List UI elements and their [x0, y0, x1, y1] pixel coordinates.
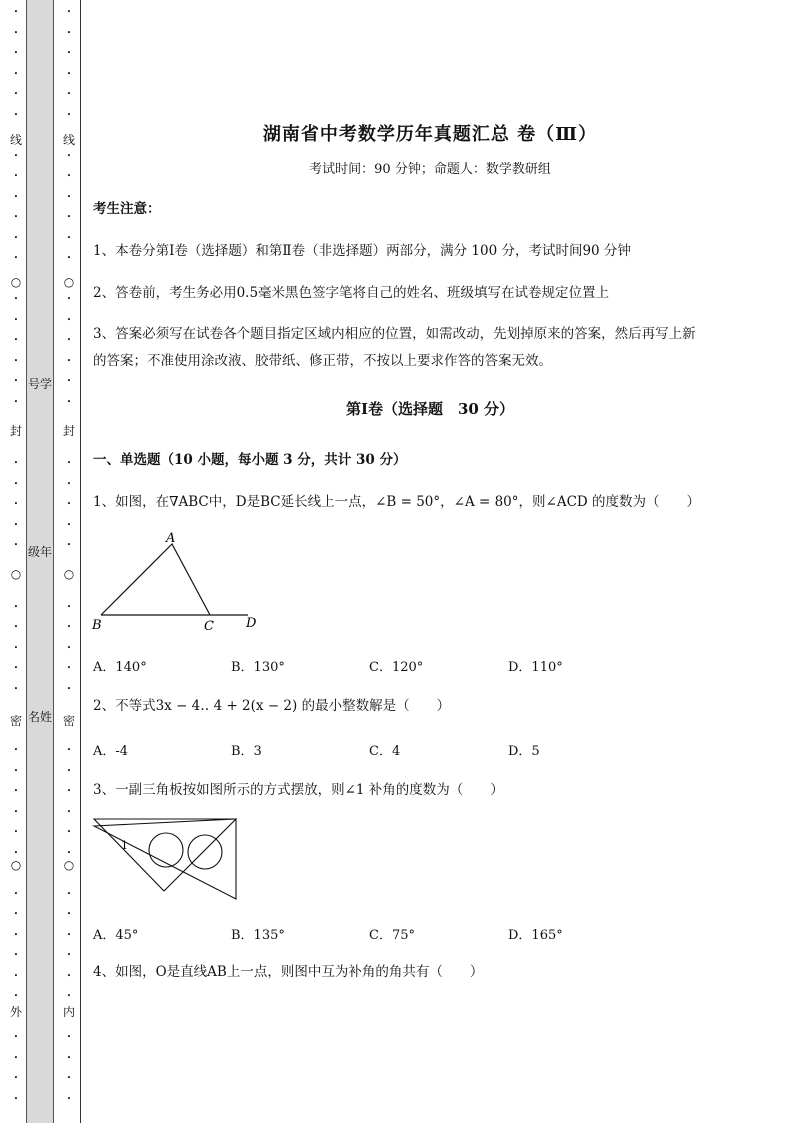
question-3-stem: 3、一副三角板按如图所示的方式摆放，则∠1 补角的度数为（ ）	[93, 782, 504, 798]
question-1-option-d[interactable]: D．110°	[508, 660, 563, 675]
question-3-option-d[interactable]: D．165°	[508, 928, 563, 943]
binding-dot: •	[13, 889, 19, 898]
binding-dot: •	[66, 664, 72, 672]
binding-dot: •	[13, 192, 19, 201]
binding-dot: •	[66, 172, 72, 180]
binding-circle-marker: ○	[10, 858, 22, 872]
binding-circle-marker: ○	[10, 567, 22, 581]
binding-dot: •	[66, 28, 72, 37]
point-a-label: A	[166, 531, 176, 546]
set-square-right	[94, 819, 236, 899]
question-3-option-c[interactable]: C．75°	[369, 928, 415, 943]
binding-dot: •	[13, 930, 19, 939]
binding-dot: •	[13, 828, 19, 836]
notice-item-3: 3、答案必须写在试卷各个题目指定区域内相应的位置，如需改动，先划掉原来的答案，然后再写上新	[93, 326, 696, 342]
binding-circle-marker: ○	[63, 858, 75, 872]
outer-label-line: 线	[9, 133, 22, 147]
binding-dot: •	[66, 787, 72, 795]
binding-dot: •	[66, 623, 72, 631]
binding-dot: •	[13, 848, 19, 857]
question-3-option-a[interactable]: A．45°	[93, 928, 139, 943]
point-c-label: C	[204, 619, 214, 634]
binding-dot: •	[66, 1033, 72, 1041]
binding-dot: •	[13, 110, 19, 119]
question-2-stem: 2、不等式3x − 4‥ 4 + 2(x − 2) 的最小整数解是（ ）	[93, 698, 451, 714]
binding-circle-marker: ○	[10, 275, 22, 289]
binding-dot: •	[13, 28, 19, 37]
question-2-option-b[interactable]: B．3	[231, 744, 262, 759]
outer-label-outside: 外	[9, 1005, 22, 1019]
binding-dot: •	[66, 1053, 72, 1062]
binding-dot: •	[13, 807, 19, 816]
point-d-label: D	[246, 616, 257, 631]
binding-dot: •	[66, 992, 72, 1000]
question-2-option-c[interactable]: C．4	[369, 744, 401, 759]
binding-dot: •	[66, 192, 72, 201]
question-3-set-squares-figure	[90, 815, 242, 907]
notice-heading: 考生注意：	[93, 201, 161, 217]
binding-dot: •	[66, 69, 72, 78]
binding-dot: •	[13, 479, 19, 488]
name-field: 名姓	[27, 710, 52, 724]
binding-dot: •	[66, 684, 72, 693]
binding-dot: •	[13, 336, 19, 344]
binding-dot: •	[13, 500, 19, 508]
binding-dot: •	[13, 397, 19, 406]
notice-item-3-cont: 的答案；不准使用涂改液、胶带纸、修正带，不按以上要求作答的答案无效。	[93, 353, 552, 369]
binding-dot: •	[66, 930, 72, 939]
binding-dot: •	[13, 8, 19, 16]
binding-dot: •	[66, 315, 72, 324]
binding-dot: •	[13, 623, 19, 631]
binding-dot: •	[13, 746, 19, 754]
angle-1-label: 1	[121, 839, 128, 852]
binding-dot: •	[13, 910, 19, 918]
binding-dot: •	[66, 500, 72, 508]
binding-dot: •	[66, 254, 72, 262]
binding-dot: •	[13, 602, 19, 611]
binding-circle-marker: ○	[63, 275, 75, 289]
point-b-label: B	[92, 618, 102, 633]
binding-dot: •	[13, 1033, 19, 1041]
binding-dot: •	[13, 90, 19, 98]
inner-label-line: 线	[62, 133, 75, 147]
outer-dot-column	[9, 0, 23, 1123]
binding-dot: •	[13, 459, 19, 467]
binding-dot: •	[66, 602, 72, 611]
binding-dot: •	[13, 1074, 19, 1082]
binding-dot: •	[13, 254, 19, 262]
binding-dot: •	[66, 1094, 72, 1103]
binding-dot: •	[66, 397, 72, 406]
notice-item-2: 2、答卷前，考生务必用0.5毫米黑色签字笔将自己的姓名、班级填写在试卷规定位置上	[93, 285, 610, 301]
binding-dot: •	[13, 643, 19, 652]
binding-dot: •	[66, 971, 72, 980]
binding-dot: •	[13, 766, 19, 775]
binding-dot: •	[66, 828, 72, 836]
binding-dot: •	[66, 746, 72, 754]
binding-dot: •	[66, 889, 72, 898]
question-1-option-a[interactable]: A．140°	[93, 660, 147, 675]
question-1-stem: 1、如图，在∇ABC中，D是BC延长线上一点，∠B = 50°，∠A = 80°，则∠ACD 的度数为（ ）	[93, 494, 701, 510]
binding-dot: •	[13, 971, 19, 980]
binding-dot: •	[13, 172, 19, 180]
binding-dot: •	[13, 541, 19, 549]
binding-dot: •	[66, 8, 72, 16]
binding-dot: •	[13, 664, 19, 672]
binding-dot: •	[66, 90, 72, 98]
question-1-option-b[interactable]: B．130°	[231, 660, 285, 675]
binding-dot: •	[66, 643, 72, 652]
binding-dot: •	[13, 356, 19, 365]
part-heading: 一、单选题（10 小题，每小题 3 分，共计 30 分）	[93, 452, 407, 468]
binding-dot: •	[66, 848, 72, 857]
binding-dot: •	[66, 151, 72, 160]
question-2-option-d[interactable]: D．5	[508, 744, 540, 759]
binding-dot: •	[13, 69, 19, 78]
binding-dot: •	[66, 766, 72, 775]
page-title: 湖南省中考数学历年真题汇总 卷（Ⅲ）	[262, 124, 598, 145]
binding-dot: •	[13, 377, 19, 385]
binding-dot: •	[66, 213, 72, 221]
question-3-option-b[interactable]: B．135°	[231, 928, 285, 943]
binding-border-line	[80, 0, 81, 1123]
binding-dot: •	[13, 315, 19, 324]
binding-dot: •	[13, 684, 19, 693]
section-title: 第Ⅰ卷（选择题 30 分）	[345, 400, 515, 418]
binding-dot: •	[66, 807, 72, 816]
binding-dot: •	[66, 356, 72, 365]
exam-info: 考试时间：90 分钟；命题人：数学教研组	[309, 162, 551, 177]
set-square-left-hole	[149, 833, 183, 867]
binding-dot: •	[66, 110, 72, 119]
binding-dot: •	[13, 49, 19, 57]
outer-label-seal: 封	[9, 424, 22, 438]
student-number-field: 号学	[27, 377, 52, 391]
binding-dot: •	[13, 951, 19, 959]
inner-dot-column	[62, 0, 76, 1123]
binding-dot: •	[13, 151, 19, 160]
binding-dot: •	[66, 910, 72, 918]
binding-circle-marker: ○	[63, 567, 75, 581]
binding-dot: •	[13, 213, 19, 221]
binding-dot: •	[66, 377, 72, 385]
binding-dot: •	[66, 459, 72, 467]
binding-dot: •	[13, 992, 19, 1000]
binding-dot: •	[66, 233, 72, 242]
binding-dot: •	[66, 520, 72, 529]
set-square-right-hole	[188, 835, 222, 869]
binding-dot: •	[13, 233, 19, 242]
grade-field: 级年	[27, 545, 52, 559]
binding-dot: •	[13, 1094, 19, 1103]
binding-dot: •	[66, 479, 72, 488]
question-1-triangle-figure	[88, 528, 268, 636]
binding-dot: •	[66, 49, 72, 57]
question-1-option-c[interactable]: C．120°	[369, 660, 424, 675]
question-4-stem: 4、如图，O是直线AB上一点，则图中互为补角的角共有（ ）	[93, 964, 484, 980]
binding-dot: •	[13, 295, 19, 303]
binding-dot: •	[13, 1053, 19, 1062]
inner-label-seal: 封	[62, 424, 75, 438]
inner-label-inside: 内	[62, 1005, 75, 1019]
inner-label-secret: 密	[62, 714, 75, 728]
triangle-sides	[101, 544, 210, 615]
outer-label-secret: 密	[9, 714, 22, 728]
binding-dot: •	[66, 336, 72, 344]
binding-dot: •	[66, 951, 72, 959]
binding-dot: •	[66, 1074, 72, 1082]
question-2-option-a[interactable]: A．-4	[93, 744, 129, 759]
binding-dot: •	[66, 295, 72, 303]
notice-item-1: 1、本卷分第Ⅰ卷（选择题）和第Ⅱ卷（非选择题）两部分，满分 100 分，考试时间90 分钟	[93, 243, 631, 259]
binding-dot: •	[66, 541, 72, 549]
binding-dot: •	[13, 787, 19, 795]
set-square-left	[94, 819, 236, 891]
binding-dot: •	[13, 520, 19, 529]
